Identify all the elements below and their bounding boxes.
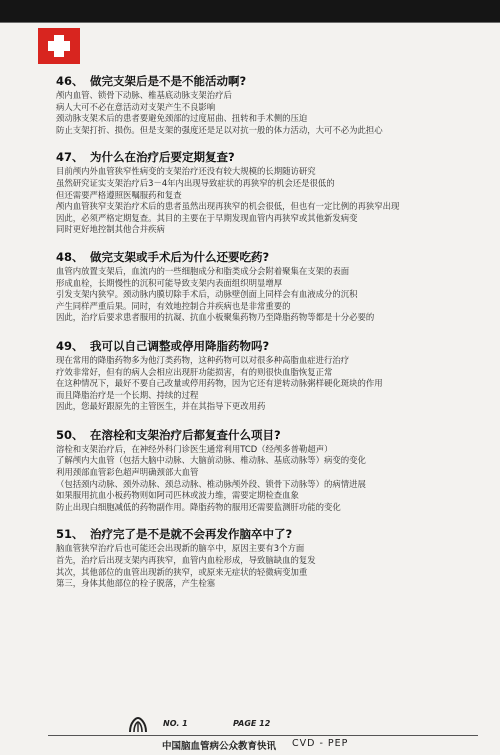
- qa-list: [56, 74, 476, 590]
- question-number: 48、: [56, 249, 84, 264]
- answer-line: 同时更好地控制其他合并疾病: [56, 224, 165, 235]
- qa-section: [56, 527, 476, 589]
- answer-line: 在这种情况下，最好不要自己改量或停用药物，因为它还有逆转动脉粥样硬化斑块的作用: [56, 378, 383, 389]
- answer-line: 首先，治疗后出现支架内再狭窄，血管内血栓形成，导致脑缺血的复发: [56, 555, 316, 566]
- question-number: 49、: [56, 338, 84, 353]
- question-number: 46、: [56, 74, 84, 88]
- top-banner-edge: [0, 22, 500, 23]
- answer-line: 病人大可不必在意活动对支架产生不良影响: [56, 101, 216, 112]
- answer-line: 目前颅内外血管狭窄性病变的支架治疗还没有较大规模的长期随访研究: [56, 166, 316, 177]
- answer-line: 颅内血管狭窄支架治疗术后的患者虽然出现再狭窄的机会很低，但也有一定比例的再狭窄出现: [56, 201, 400, 212]
- publication-title: 中国脑血管病公众教育快讯: [162, 741, 277, 752]
- answer-line: 颈动脉支架术后的患者要避免颈部的过度屈曲、扭转和手术侧的压迫: [56, 113, 308, 124]
- answer-line: 现在常用的降脂药物多为他汀类药物，这种药物可以对很多种高脂血症进行治疗: [56, 354, 350, 365]
- answer-line: 第三，身体其他部位的栓子脱落，产生栓塞: [56, 578, 216, 589]
- answer-line: 利用颈部血管彩色超声明确颈部大血管: [56, 467, 199, 478]
- question-text: 治疗完了是不是就不会再发作脑卒中了?: [90, 527, 293, 542]
- qa-section: [56, 339, 476, 413]
- question-title: [56, 339, 476, 354]
- brain-vessel-icon: [128, 716, 148, 734]
- question-title: [56, 428, 476, 443]
- answer-line: 因此，必须严格定期复查。其目的主要在于早期发现血管内再狭窄或其他新发病变: [56, 212, 358, 223]
- answer-line: 颅内血管、锁骨下动脉、椎基底动脉支架治疗后: [56, 90, 232, 100]
- answer-line: 了解颅内大血管（包括大脑中动脉、大脑前动脉、椎动脉、基底动脉等）病变的变化: [56, 455, 366, 466]
- page-number: PAGE 12: [233, 719, 271, 728]
- question-number: 50、: [56, 427, 84, 442]
- answer-line: 引发支架内狭窄。颈动脉内膜切除手术后，动脉壁创面上同样会有血液成分的沉积: [56, 289, 358, 300]
- qa-section: [56, 150, 476, 236]
- question-text: 做完支架或手术后为什么还要吃药?: [90, 249, 270, 264]
- question-text: 为什么在治疗后要定期复查?: [90, 150, 235, 165]
- answer-line: 而且降脂治疗是一个长期、持续的过程: [56, 389, 199, 400]
- footer-divider: [48, 735, 478, 736]
- answer-line: 产生同样严重后果。同时，有效地控制合并疾病也是非常重要的: [56, 300, 291, 311]
- answer-line: （包括颈内动脉、颈外动脉、颈总动脉、椎动脉颅外段、锁骨下动脉等）的病情进展: [56, 478, 366, 489]
- answer-line: 虽然研究证实支架治疗后3－4年内出现导致症状的再狭窄的机会还是很低的: [56, 177, 335, 188]
- page-footer: [0, 712, 500, 755]
- answer-line: 如果服用抗血小板药物则如阿司匹林或波力维，需要定期检查血象: [56, 490, 299, 501]
- question-title: [56, 150, 476, 165]
- issue-number: NO. 1: [163, 719, 188, 728]
- answer-line: 防止出现白细胞减低的药物副作用。降脂药物的服用还需要监测肝功能的变化: [56, 501, 341, 512]
- question-title: [56, 74, 476, 89]
- question-title: [56, 527, 476, 542]
- top-banner: [0, 0, 500, 22]
- answer-line: 血管内放置支架后，血流内的一些细胞成分和脂类成分会附着聚集在支架的表面: [56, 265, 350, 276]
- qa-section: [56, 428, 476, 514]
- question-text: 我可以自己调整或停用降脂药物吗?: [90, 338, 270, 353]
- publication-code: CVD - PEP: [292, 738, 349, 749]
- answer-line: 脑血管狭窄治疗后也可能还会出现新的脑卒中，原因主要有3个方面: [56, 543, 305, 554]
- red-cross-logo: [38, 28, 80, 64]
- answer-line: 疗效非常好，但有的病人会相应出现肝功能损害，有的则很快血脂恢复正常: [56, 366, 333, 377]
- question-text: 在溶栓和支架治疗后都复查什么项目?: [90, 427, 281, 442]
- answer-line: 溶栓和支架治疗后，在神经外科门诊医生通常利用TCD（经颅多普勒超声）: [56, 443, 333, 454]
- qa-section: [56, 74, 476, 136]
- answer-line: 防止支架打折、损伤。但是支架的强度还是足以对抗一般的体力活动，大可不必为此担心: [56, 124, 383, 135]
- answer-line: 但还需要严格遵照医嘱服药和复查: [56, 189, 182, 200]
- answer-line: 形成血栓，长期慢性的沉积可能导致支架内表面组织明显增厚: [56, 277, 283, 288]
- question-number: 51、: [56, 527, 84, 542]
- question-number: 47、: [56, 150, 84, 165]
- answer-line: 因此，您最好跟原先的主管医生，并在其指导下更改用药: [56, 401, 266, 412]
- answer-line: 其次，其他部位的血管出现新的狭窄，或原来无症状的轻微病变加重: [56, 566, 308, 577]
- question-title: [56, 250, 476, 265]
- qa-section: [56, 250, 476, 324]
- answer-line: 因此，治疗后要求患者服用的抗凝、抗血小板聚集药物乃至降脂药物等都是十分必要的: [56, 312, 375, 323]
- cross-horizontal: [48, 41, 70, 51]
- question-text: 做完支架后是不是不能活动啊?: [90, 74, 247, 88]
